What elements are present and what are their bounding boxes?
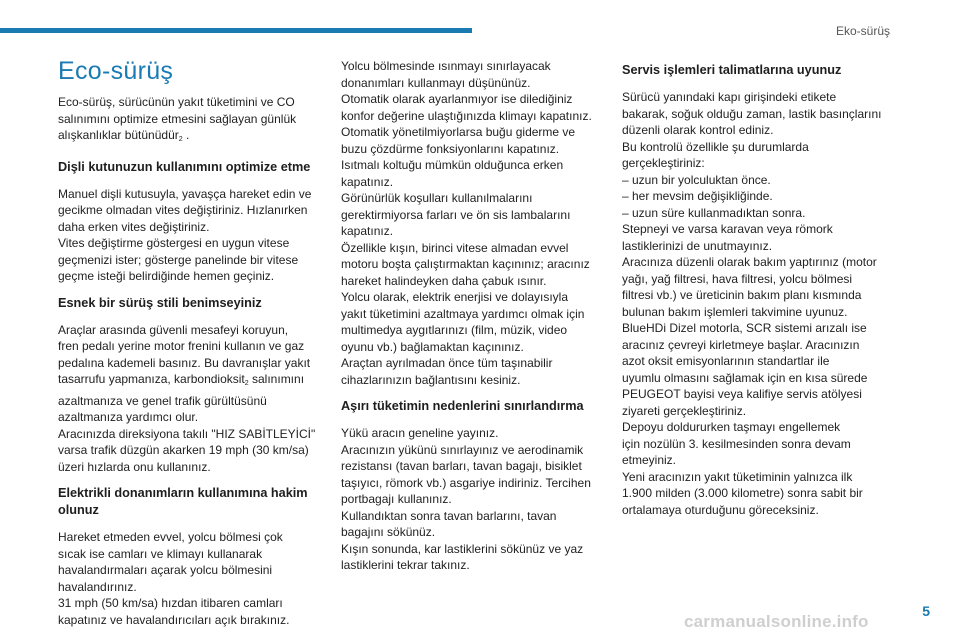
list-item: – uzun süre kullanmadıktan sonra. — [622, 205, 806, 220]
text-line: ortalamaya oturduğunu göreceksiniz. — [622, 502, 819, 517]
column-2 — [341, 58, 603, 574]
text-line: donanımları kullanmayı düşününüz. — [341, 75, 531, 90]
text-line: kapatınız ve havalandırıcıları açık bırakınız. — [58, 612, 290, 627]
text-line: ziyareti gerçekleştiriniz. — [622, 403, 747, 418]
gearbox-paragraph — [58, 186, 320, 285]
text-line: havalandırmaları açarak yolcu bölmesini — [58, 563, 273, 577]
text-line: kapatınız. — [341, 174, 394, 189]
header-accent-bar — [0, 28, 472, 33]
text-line: pedalına kademeli basınız. Bu davranışlar yakıt — [58, 355, 311, 370]
intro-paragraph — [58, 94, 320, 149]
text-line: Stepneyi ve varsa karavan veya römork — [622, 222, 833, 236]
text-line: Özellikle kışın, birinci vitese almadan evvel — [341, 240, 569, 255]
text-line: gecikme olmadan vites değiştiriniz. Hızlanırken — [58, 203, 308, 217]
driving-style-paragraph — [58, 322, 320, 476]
text-line: cihazlarınızın bağlantısını kesiniz. — [341, 372, 521, 387]
subscript: 2 — [244, 380, 249, 387]
text-line: yakıt tüketimini azaltmaya yardımcı olmak için — [341, 306, 585, 321]
text-line: Manuel dişli kutusuyla, yavaşça hareket edin ve — [58, 186, 312, 201]
text-line: varsa trafik düzgün akarken 19 mph (30 km/sa) — [58, 443, 309, 457]
electrical-paragraph — [58, 529, 320, 628]
section-heading-gearbox: Dişli kutunuzun kullanımını optimize etme — [58, 159, 311, 174]
page-title: Eco-sürüş — [58, 57, 174, 85]
watermark: carmanualsonline.info — [684, 612, 869, 631]
text-line: için nozülün 3. kesilmesinden sonra devam — [622, 436, 851, 451]
list-item: – her mevsim değişikliğinde. — [622, 189, 773, 203]
text-line: Kullandıktan sonra tavan barlarını, tavan — [341, 508, 557, 523]
text-line: uyumlu olmasını sağlamak için en kısa sürede — [622, 370, 868, 385]
text-line: Bu kontrolü özellikle şu durumlarda — [622, 139, 809, 154]
text-line: daha erken vites değiştiriniz. — [58, 219, 210, 234]
overconsumption-paragraph — [341, 425, 603, 574]
text-line: etmeyiniz. — [622, 453, 677, 467]
heading-line: olunuz — [58, 503, 99, 517]
text-line: aracınız çevreyi kirletmeye başlar. Aracınızın — [622, 337, 860, 352]
text-line: salınımını — [248, 372, 305, 386]
text-line: Otomatik olarak ayarlanmıyor ise dilediğiniz — [341, 92, 573, 106]
text-line: Otomatik yönetilmiyorlarsa buğu giderme ve — [341, 125, 576, 139]
text-line: Hareket etmeden evvel, yolcu bölmesi çok — [58, 530, 283, 544]
text-line: 31 mph (50 km/sa) hızdan itibaren camları — [58, 596, 283, 610]
text-line: Aracınızın yükünü sınırlayınız ve aerodinamik — [341, 442, 584, 457]
text-line: filtresi vb.) ve üreticinin bakım planı kısmında — [622, 288, 862, 302]
text-line: Isıtmalı koltuğu mümkün olduğunca erken — [341, 158, 564, 172]
text-line: Vites değiştirme göstergesi en uygun vitese — [58, 236, 290, 250]
section-heading-electrical — [58, 485, 320, 519]
text-line: . — [182, 128, 190, 142]
text-line: Aracınıza düzenli olarak bakım yaptırınız (motor — [622, 255, 877, 269]
text-line: bagajını sökünüz. — [341, 525, 436, 539]
text-line: salınımını optimize etmesini sağlayan günlük — [58, 111, 297, 126]
text-line: yağı, yağ filtresi, hava filtresi, yolcu bölmesi — [622, 271, 853, 286]
text-line: portbagajı kullanınız. — [341, 492, 452, 506]
text-line: Yolcu olarak, elektrik enerjisi ve dolayısıyla — [341, 290, 568, 304]
text-line: fren pedalı yerine motor frenini kullanın ve gaz — [58, 339, 305, 353]
text-line: kapatınız. — [341, 224, 394, 238]
text-line: lastiklerini tekrar takınız. — [341, 558, 470, 572]
text-line: oyunu vb.) bağlamaktan kaçınınız. — [341, 339, 524, 354]
text-line: Sürücü yanındaki kapı girişindeki etikete — [622, 90, 837, 104]
text-line: geçme isteği belirdiğinde hemen geçiniz. — [58, 269, 275, 283]
text-line: PEUGEOT bayisi veya kalifiye servis atölyesi — [622, 387, 862, 401]
text-line: Yükü aracın geneline yayınız. — [341, 426, 499, 440]
list-item: – uzun bir yolculuktan önce. — [622, 172, 771, 187]
text-line: 1.900 milden (3.000 kilometre) sonra sabit bir — [622, 486, 863, 500]
text-line: havalandırınız. — [58, 579, 137, 594]
text-line: bulunan bakım işlemleri takvimine uyunuz. — [622, 304, 848, 319]
subscript: 2 — [178, 136, 183, 143]
text-line: Araçlar arasında güvenli mesafeyi koruyun, — [58, 322, 289, 337]
text-line: rezistansı (tavan barları, tavan bagajı, bisiklet — [341, 459, 582, 473]
text-line: BlueHDi Dizel motorla, SCR sistemi arızalı ise — [622, 321, 867, 335]
text-line: gerçekleştiriniz: — [622, 156, 705, 170]
text-line: lastiklerinizi de unutmayınız. — [622, 238, 773, 253]
column-3 — [622, 58, 884, 518]
section-header: Eko-sürüş — [835, 24, 890, 38]
text-line: Yolcu bölmesinde ısınmayı sınırlayacak — [341, 59, 551, 73]
text-line: tasarrufu yapmanıza, karbondioksit — [58, 372, 245, 386]
text-line: Kışın sonunda, kar lastiklerini sökünüz ve yaz — [341, 541, 584, 556]
text-line: düzenli olarak kontrol ediniz. — [622, 123, 774, 137]
text-line: Araçtan ayrılmadan önce tüm taşınabilir — [341, 356, 553, 370]
section-heading-driving-style: Esnek bir sürüş stili benimseyiniz — [58, 295, 262, 310]
column-1 — [58, 58, 320, 628]
text-line: gerektirmiyorsa farları ve ön sis lambalarını — [341, 207, 571, 222]
text-line: hareket halindeyken daha çabuk ısınır. — [341, 273, 547, 288]
text-line: azaltmanıza ve genel trafik gürültüsünü — [58, 393, 267, 408]
text-line: Yeni aracınızın yakıt tüketiminin yalnızca ilk — [622, 469, 853, 484]
page-number: 5 — [922, 603, 930, 619]
comfort-paragraph — [341, 58, 603, 388]
heading-line: Elektrikli donanımların kullanımına hakim — [58, 486, 308, 500]
text-line: Görünürlük koşulları kullanılmalarını — [341, 191, 533, 205]
text-line: bakarak, soğuk olduğu zaman, lastik basınçlarını — [622, 106, 882, 121]
text-line: motoru boşta çalıştırmaktan kaçınınız; aracınız — [341, 257, 590, 271]
text-line: Depoyu doldururken taşmayı engellemek — [622, 420, 841, 434]
text-line: geçmenizi ister; gösterge panelinde bir vitese — [58, 252, 299, 267]
text-line: Eco-sürüş, sürücünün yakıt tüketimini ve CO — [58, 95, 295, 109]
text-line: konfor değerine ulaştığınızda klimayı kapatınız. — [341, 108, 592, 123]
text-line: azot oksit emisyonlarının standartlar ile — [622, 354, 830, 368]
text-line: buzu çözdürme fonksiyonlarını kapatınız. — [341, 141, 560, 156]
text-line: azaltmanıza yardımcı olur. — [58, 410, 199, 424]
text-line: sıcak ise camları ve klimayı kullanarak — [58, 546, 263, 561]
section-heading-maintenance: Servis işlemleri talimatlarına uyunuz — [622, 63, 842, 77]
text-line: Aracınızda direksiyona takılı "HIZ SABİTLEYİCİ" — [58, 426, 316, 441]
section-heading-overconsumption: Aşırı tüketimin nedenlerini sınırlandırma — [341, 399, 584, 413]
text-line: multimedya aygıtlarınızı (film, müzik, video — [341, 323, 568, 337]
maintenance-paragraph — [622, 89, 884, 518]
text-line: taşıyıcı, römork vb.) asgariye indiriniz. Tercihen — [341, 475, 591, 490]
text-line: alışkanlıklar bütünüdür — [58, 128, 179, 142]
text-line: üzeri hızlarda onu kullanınız. — [58, 459, 211, 474]
